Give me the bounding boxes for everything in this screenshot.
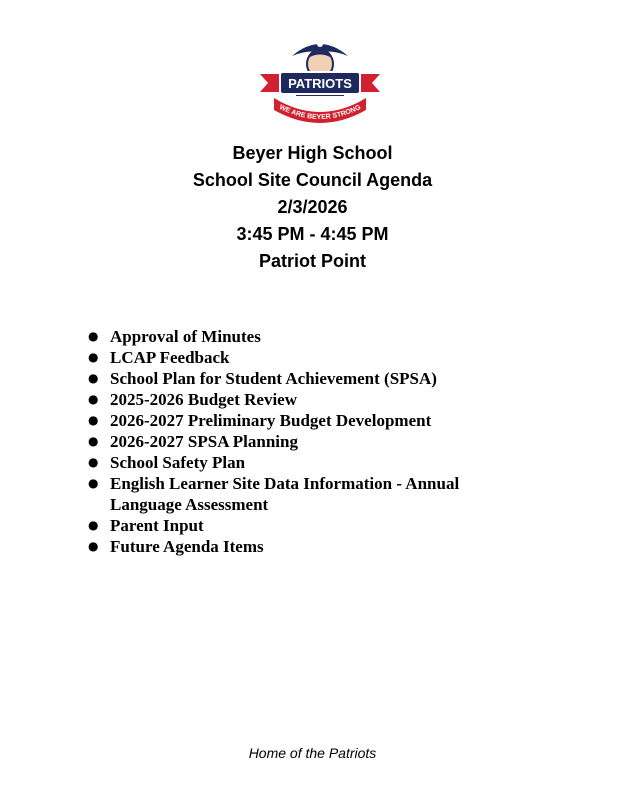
agenda-list [88,326,528,557]
agenda-title: School Site Council Agenda [192,170,433,190]
agenda-item-text: Approval of Minutes [110,327,261,346]
meeting-location: Patriot Point [259,251,366,271]
agenda-item [88,536,528,557]
logo-banner-left [260,74,282,92]
logo-banner-right [358,74,380,92]
agenda-item [88,347,528,368]
agenda-item [88,452,528,473]
bullet-icon: ● [88,371,99,385]
bullet-icon: ● [88,518,99,532]
logo-hat-star [317,41,323,47]
bullet-icon: ● [88,413,99,427]
bullet-icon: ● [88,392,99,406]
agenda-item [88,410,528,431]
bullet-icon: ● [88,350,99,364]
agenda-item-text: LCAP Feedback [110,348,230,367]
logo-name-text: PATRIOTS [288,76,352,91]
agenda-item [88,326,528,347]
bullet-icon: ● [88,455,99,469]
agenda-item [88,515,528,536]
bullet-icon: ● [88,329,99,343]
bullet-icon: ● [88,434,99,448]
meeting-time: 3:45 PM - 4:45 PM [236,224,389,244]
bullet-icon: ● [88,539,99,553]
agenda-item-text: School Safety Plan [110,453,246,472]
patriots-logo [252,30,388,130]
agenda-item [88,389,528,410]
agenda-item [88,431,528,452]
bullet-icon: ● [88,476,99,490]
agenda-item-text: School Plan for Student Achievement (SPSA) [110,369,437,388]
agenda-item-text: 2026-2027 Preliminary Budget Development [110,411,432,430]
agenda-item-text: 2025-2026 Budget Review [110,390,297,409]
agenda-item-text: Parent Input [110,516,204,535]
logo-slogan-text: WE ARE BEYER STRONG [278,103,363,122]
meeting-date: 2/3/2026 [277,197,348,217]
school-name: Beyer High School [232,143,393,163]
agenda-header [0,140,625,275]
agenda-item-text: 2026-2027 SPSA Planning [110,432,298,451]
agenda-item-text: English Learner Site Data Information - Annual Language Assessment [110,474,460,514]
agenda-item [88,473,528,515]
agenda-item [88,368,528,389]
agenda-item-text: Future Agenda Items [110,537,264,556]
footer-tagline: Home of the Patriots [248,745,377,761]
